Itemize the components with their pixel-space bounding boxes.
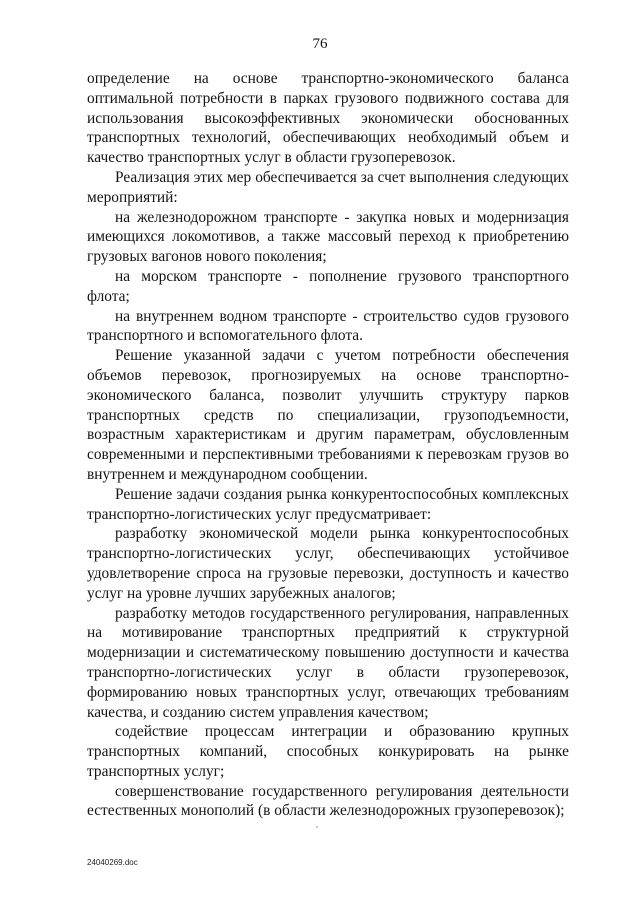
list-item: разработку экономической модели рынка конкурентоспособных транспортно-логистических услуг, обеспечивающих устойчивое удовлетворение спроса на грузовые перевозки, доступность и качество услуг на уровне лучших зарубежных аналогов; bbox=[87, 525, 569, 602]
scan-speck bbox=[316, 826, 318, 828]
list-item: на железнодорожном транспорте - закупка новых и модернизация имеющихся локомотивов, а также массовый переход к приобретению грузовых вагонов нового поколения; bbox=[87, 208, 569, 266]
page-number: 76 bbox=[312, 36, 328, 52]
list-item: на морском транспорте - пополнение грузового транспортного флота; bbox=[87, 267, 569, 305]
list-item: разработку методов государственного регулирования, направленных на мотивирование транспортных предприятий к структурной модернизации и систематическому повышению доступности и качества транспортно-логистических услуг в области грузоперевозок, формированию новых транспортных услуг, отвечающих требованиям качества, и созданию систем управления качеством; bbox=[87, 604, 569, 721]
list-item: содействие процессам интеграции и образованию крупных транспортных компаний, способных конкурировать на рынке транспортных услуг; bbox=[87, 723, 569, 780]
paragraph: определение на основе транспортно-экономического баланса оптимальной потребности в парках грузового подвижного состава для использования высокоэффективных экономически обоснованных транспортных технологий, обеспечивающих необходимый объем и качество транспортных услуг в области грузоперевозок. bbox=[87, 70, 569, 167]
footer-filename: 24040269.doc bbox=[87, 858, 138, 867]
paragraph: Реализация этих мер обеспечивается за счет выполнения следующих мероприятий: bbox=[87, 168, 569, 206]
page-body bbox=[87, 69, 569, 821]
paragraph: Решение задачи создания рынка конкурентоспособных комплексных транспортно-логистических услуг предусматривает: bbox=[87, 485, 569, 523]
paragraph: Решение указанной задачи с учетом потребности обеспечения объемов перевозок, прогнозируемых на основе транспортно-экономического баланса, позволит улучшить структуру парков транспортных средств по специализации, грузоподъемности, возрастным характеристикам и другим параметрам, обусловленным современными и перспективными требованиями к перевозкам грузов во внутреннем и международном сообщении. bbox=[87, 347, 569, 483]
list-item: совершенствование государственного регулирования деятельности естественных монополий (в области железнодорожных грузоперевозок); bbox=[87, 782, 569, 820]
list-item: на внутреннем водном транспорте - строительство судов грузового транспортного и вспомогательного флота. bbox=[87, 307, 569, 345]
